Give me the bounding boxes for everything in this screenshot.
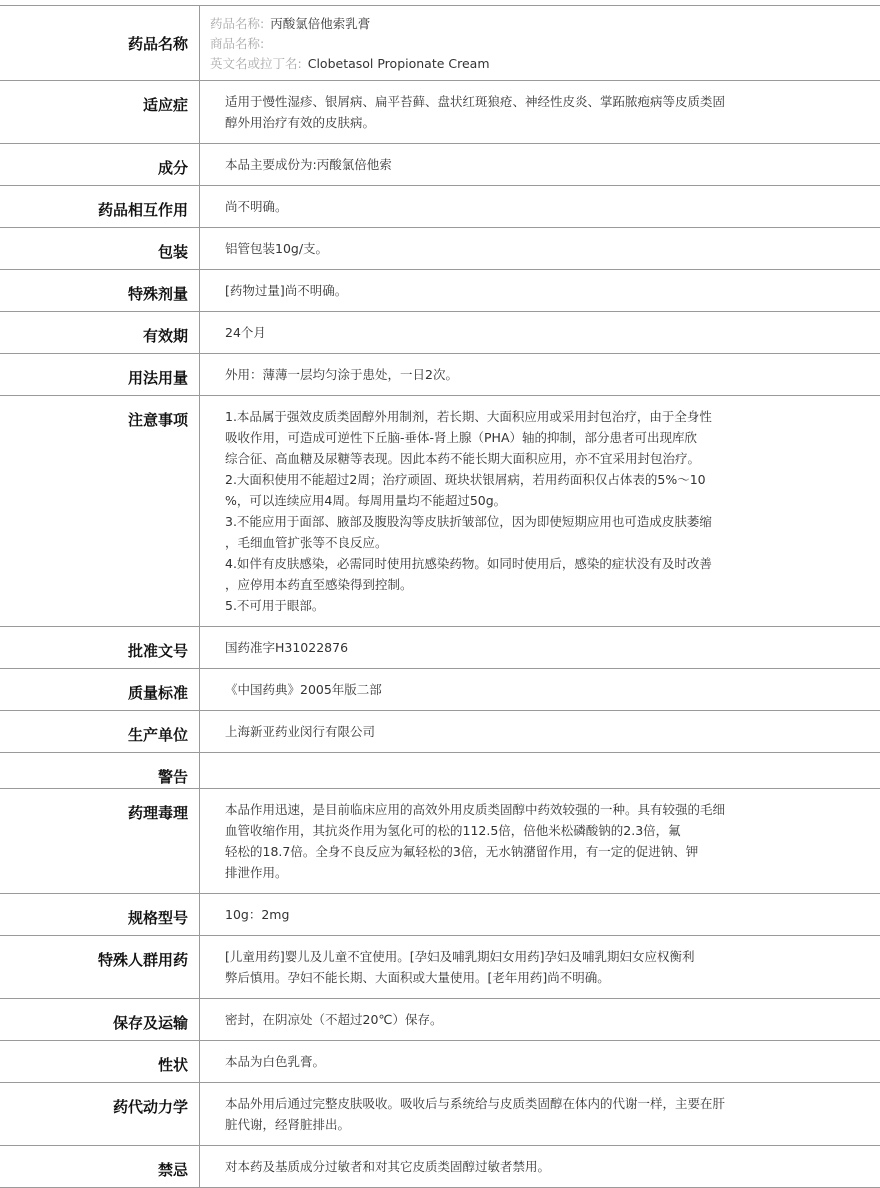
row-label: 生产单位 bbox=[0, 711, 200, 752]
value-line: 2.大面积使用不能超过2周；治疗顽固、斑块状银屑病，若用药面积仅占体表的5%～10 bbox=[225, 472, 706, 487]
row-label: 药代动力学 bbox=[0, 1083, 200, 1145]
value-line: 对本药及基质成分过敏者和对其它皮质类固醇过敏者禁用。 bbox=[225, 1159, 551, 1174]
row-label: 保存及运输 bbox=[0, 999, 200, 1040]
value-line: 尚不明确。 bbox=[225, 199, 288, 214]
value-line: 《中国药典》2005年版二部 bbox=[225, 682, 382, 697]
row-validity bbox=[0, 312, 880, 354]
row-value bbox=[200, 753, 880, 785]
row-label: 成分 bbox=[0, 144, 200, 185]
row-label: 药品名称 bbox=[0, 6, 200, 80]
row-pharmacokinetics bbox=[0, 1083, 880, 1146]
row-label: 特殊剂量 bbox=[0, 270, 200, 311]
value-line: 密封，在阴凉处（不超过20℃）保存。 bbox=[225, 1012, 443, 1027]
row-value bbox=[200, 144, 880, 185]
value-line: 外用：薄薄一层均匀涂于患处，一日2次。 bbox=[225, 367, 458, 382]
generic-name-key: 药品名称: bbox=[210, 16, 265, 31]
generic-name-line bbox=[210, 14, 860, 34]
english-name-value: Clobetasol Propionate Cream bbox=[307, 56, 490, 71]
row-label: 药理毒理 bbox=[0, 789, 200, 893]
value-line: 24个月 bbox=[225, 325, 266, 340]
value-line: 3.不能应用于面部、腋部及腹股沟等皮肤折皱部位，因为即使短期应用也可造成皮肤萎缩 bbox=[225, 514, 712, 529]
row-ingredients bbox=[0, 144, 880, 186]
row-usage bbox=[0, 354, 880, 396]
row-contraindications bbox=[0, 1146, 880, 1188]
value-line: 综合征、高血糖及尿糖等表现。因此本药不能长期大面积应用，亦不宜采用封包治疗。 bbox=[225, 451, 701, 466]
row-precautions bbox=[0, 396, 880, 627]
row-interactions bbox=[0, 186, 880, 228]
row-packaging bbox=[0, 228, 880, 270]
drug-info-table bbox=[0, 5, 880, 1188]
row-storage bbox=[0, 999, 880, 1041]
row-value bbox=[200, 936, 880, 998]
row-value bbox=[200, 711, 880, 752]
row-label: 质量标准 bbox=[0, 669, 200, 710]
trade-name-line bbox=[210, 34, 860, 54]
value-line: ，毛细血管扩张等不良反应。 bbox=[225, 535, 388, 550]
row-special-dosage bbox=[0, 270, 880, 312]
row-label: 包装 bbox=[0, 228, 200, 269]
english-name-line bbox=[210, 54, 860, 74]
value-line: 本品主要成份为:丙酸氯倍他索 bbox=[225, 157, 392, 172]
value-line: 本品外用后通过完整皮肤吸收。吸收后与系统给与皮质类固醇在体内的代谢一样，主要在肝 bbox=[225, 1096, 726, 1111]
value-line: 上海新亚药业闵行有限公司 bbox=[225, 724, 376, 739]
value-line: 醇外用治疗有效的皮肤病。 bbox=[225, 115, 376, 130]
row-label: 禁忌 bbox=[0, 1146, 200, 1187]
row-label: 警告 bbox=[0, 753, 200, 788]
english-name-key: 英文名或拉丁名: bbox=[210, 56, 302, 71]
row-standard bbox=[0, 669, 880, 711]
value-line: 弊后慎用。孕妇不能长期、大面积或大量使用。[老年用药]尚不明确。 bbox=[225, 970, 610, 985]
value-line: 1.本品属于强效皮质类固醇外用制剂，若长期、大面积应用或采用封包治疗，由于全身性 bbox=[225, 409, 712, 424]
row-manufacturer bbox=[0, 711, 880, 753]
value-line: 铝管包装10g/支。 bbox=[225, 241, 329, 256]
value-line: 4.如伴有皮肤感染，必需同时使用抗感染药物。如同时使用后，感染的症状没有及时改善 bbox=[225, 556, 712, 571]
value-line: 本品为白色乳膏。 bbox=[225, 1054, 326, 1069]
value-line: 吸收作用，可造成可逆性下丘脑-垂体-肾上腺（PHA）轴的抑制，部分患者可出现库欣 bbox=[225, 430, 698, 445]
value-line: 轻松的18.7倍。全身不良反应为氟轻松的3倍，无水钠潴留作用，有一定的促进钠、钾 bbox=[225, 844, 699, 859]
value-line: %，可以连续应用4周。每周用量均不能超过50g。 bbox=[225, 493, 507, 508]
row-label: 适应症 bbox=[0, 81, 200, 143]
row-value bbox=[200, 354, 880, 395]
row-label: 注意事项 bbox=[0, 396, 200, 626]
row-value bbox=[200, 396, 880, 626]
row-value bbox=[200, 627, 880, 668]
row-value bbox=[200, 1083, 880, 1145]
value-line: 血管收缩作用，其抗炎作用为氢化可的松的112.5倍，倍他米松磷酸钠的2.3倍，氟 bbox=[225, 823, 681, 838]
row-pharmacology bbox=[0, 789, 880, 894]
row-value bbox=[200, 1041, 880, 1082]
value-line: 国药准字H31022876 bbox=[225, 640, 349, 655]
value-line: 5.不可用于眼部。 bbox=[225, 598, 325, 613]
trade-name-key: 商品名称: bbox=[210, 36, 265, 51]
value-line: 排泄作用。 bbox=[225, 865, 288, 880]
row-value bbox=[200, 789, 880, 893]
value-line: [儿童用药]婴儿及儿童不宜使用。[孕妇及哺乳期妇女用药]孕妇及哺乳期妇女应权衡利 bbox=[225, 949, 695, 964]
row-value bbox=[200, 999, 880, 1040]
generic-name-value: 丙酸氯倍他索乳膏 bbox=[270, 16, 371, 31]
value-line: ，应停用本药直至感染得到控制。 bbox=[225, 577, 413, 592]
value-line: 脏代谢，经肾脏排出。 bbox=[225, 1117, 351, 1132]
row-label: 药品相互作用 bbox=[0, 186, 200, 227]
drug-name-values bbox=[200, 6, 880, 80]
row-value bbox=[200, 894, 880, 935]
row-value bbox=[200, 312, 880, 353]
row-value bbox=[200, 1146, 880, 1187]
row-value bbox=[200, 228, 880, 269]
value-line: [药物过量]尚不明确。 bbox=[225, 283, 348, 298]
row-value bbox=[200, 270, 880, 311]
row-drug-name bbox=[0, 6, 880, 81]
value-line: 本品作用迅速，是目前临床应用的高效外用皮质类固醇中药效较强的一种。具有较强的毛细 bbox=[225, 802, 726, 817]
row-label: 用法用量 bbox=[0, 354, 200, 395]
row-approval bbox=[0, 627, 880, 669]
row-special-population bbox=[0, 936, 880, 999]
row-label: 特殊人群用药 bbox=[0, 936, 200, 998]
row-spec bbox=[0, 894, 880, 936]
row-value bbox=[200, 81, 880, 143]
row-label: 规格型号 bbox=[0, 894, 200, 935]
row-label: 性状 bbox=[0, 1041, 200, 1082]
row-label: 有效期 bbox=[0, 312, 200, 353]
row-warning bbox=[0, 753, 880, 789]
row-label: 批准文号 bbox=[0, 627, 200, 668]
row-value bbox=[200, 669, 880, 710]
row-appearance bbox=[0, 1041, 880, 1083]
row-indications bbox=[0, 81, 880, 144]
row-value bbox=[200, 186, 880, 227]
value-line: 10g：2mg bbox=[225, 907, 290, 922]
value-line: 适用于慢性湿疹、银屑病、扁平苔藓、盘状红斑狼疮、神经性皮炎、掌跖脓疱病等皮质类固 bbox=[225, 94, 726, 109]
